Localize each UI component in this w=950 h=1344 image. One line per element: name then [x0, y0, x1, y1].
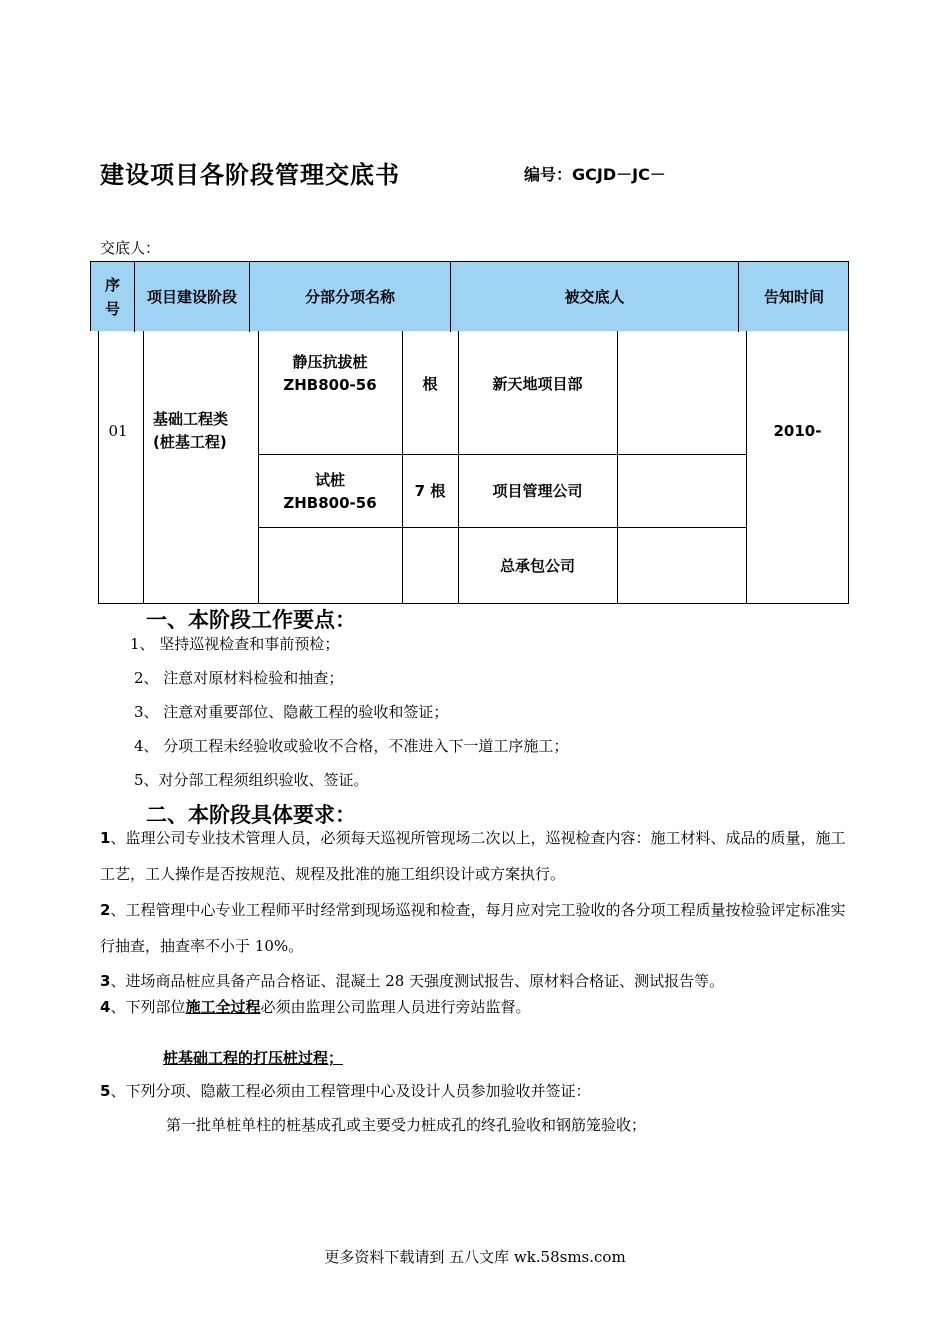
item-name-cell: 试桩 ZHB800-56 — [283, 471, 377, 512]
paragraph-text: 、进场商品桩应具备产品合格证、混凝土 28 天强度测试报告、原材料合格证、测试报告等。 — [110, 972, 725, 990]
document-code: 编号：GCJD－JC－ — [524, 165, 666, 184]
item-recipient-cell: 总承包公司 — [499, 556, 575, 575]
requirement-paragraph — [100, 820, 852, 892]
stage-cell: 基础工程类 (桩基工程) — [153, 410, 229, 451]
grid-line — [617, 331, 618, 604]
item-name-cell: 静压抗拔桩 ZHB800-56 — [283, 353, 377, 394]
list-item: 2、 注意对原材料检验和抽查； — [134, 669, 344, 687]
list-item: 4、 分项工程未经验收或验收不合格，不准进入下一道工序施工； — [134, 737, 569, 755]
requirement-paragraph — [100, 1080, 590, 1101]
list-item: 1、 坚持巡视检查和事前预检； — [130, 635, 340, 653]
list-item: 5、对分部工程须组织验收、签证。 — [134, 771, 369, 789]
col-header-stage: 项目建设阶段 — [135, 262, 250, 332]
col-header-no: 序号 — [91, 262, 135, 332]
footer-text: 更多资料下载请到 五八文库 wk.58sms.com — [324, 1248, 626, 1266]
paragraph-text: 、下列部位 — [110, 998, 186, 1016]
list-item: 3、 注意对重要部位、隐蔽工程的验收和签证； — [134, 703, 449, 721]
first-batch-note: 第一批单桩单柱的桩基成孔或主要受力桩成孔的终孔验收和钢筋笼验收； — [166, 1116, 647, 1134]
item-qty-cell: 根 — [422, 374, 438, 393]
paragraph-text: 、工程管理中心专业工程师平时经常到现场巡视和检查，每月应对完工验收的各分项工程质量按检验评定标准实行抽查，抽查率不小于 10%。 — [100, 901, 846, 955]
item-recipient-cell: 项目管理公司 — [492, 481, 583, 500]
col-header-recipient: 被交底人 — [451, 262, 739, 332]
underlined-term: 施工全过程 — [185, 998, 261, 1016]
requirement-paragraph — [100, 892, 852, 964]
paragraph-number: 2 — [100, 901, 111, 919]
presenter-label: 交底人： — [100, 239, 161, 257]
item-recipient-cell: 新天地项目部 — [492, 374, 583, 393]
col-header-time: 告知时间 — [763, 288, 824, 306]
paragraph-text: 、下列分项、隐蔽工程必须由工程管理中心及设计人员参加验收并签证： — [110, 1082, 591, 1100]
requirement-paragraph — [100, 970, 724, 991]
page-title: 建设项目各阶段管理交底书 — [100, 161, 400, 189]
time-cell: 2010- — [773, 421, 822, 440]
section1-heading: 一、本阶段工作要点： — [146, 608, 356, 632]
paragraph-number: 3 — [100, 972, 111, 990]
col-header-item: 分部分项名称 — [250, 262, 451, 332]
table-header — [90, 261, 849, 331]
paragraph-number: 5 — [100, 1082, 111, 1100]
row-number: 01 — [108, 421, 128, 440]
table-body — [98, 331, 849, 604]
paragraph-number: 1 — [100, 829, 111, 847]
item-qty-cell — [402, 528, 458, 604]
paragraph-text: 、监理公司专业技术管理人员，必须每天巡视所管现场二次以上，巡视检查内容：施工材料、成品的质量，施工工艺，工人操作是否按规范、规程及批准的施工组织设计或方案执行。 — [100, 829, 846, 883]
requirement-paragraph — [100, 996, 530, 1017]
paragraph-number: 4 — [100, 998, 111, 1016]
pile-process-note: 桩基础工程的打压桩过程； — [163, 1049, 344, 1067]
section2-heading: 二、本阶段具体要求： — [146, 803, 356, 827]
paragraph-text: 必须由监理公司监理人员进行旁站监督。 — [260, 998, 531, 1016]
grid-line — [258, 454, 746, 455]
item-name-cell — [258, 528, 402, 604]
item-qty-cell: 7 根 — [414, 481, 446, 500]
